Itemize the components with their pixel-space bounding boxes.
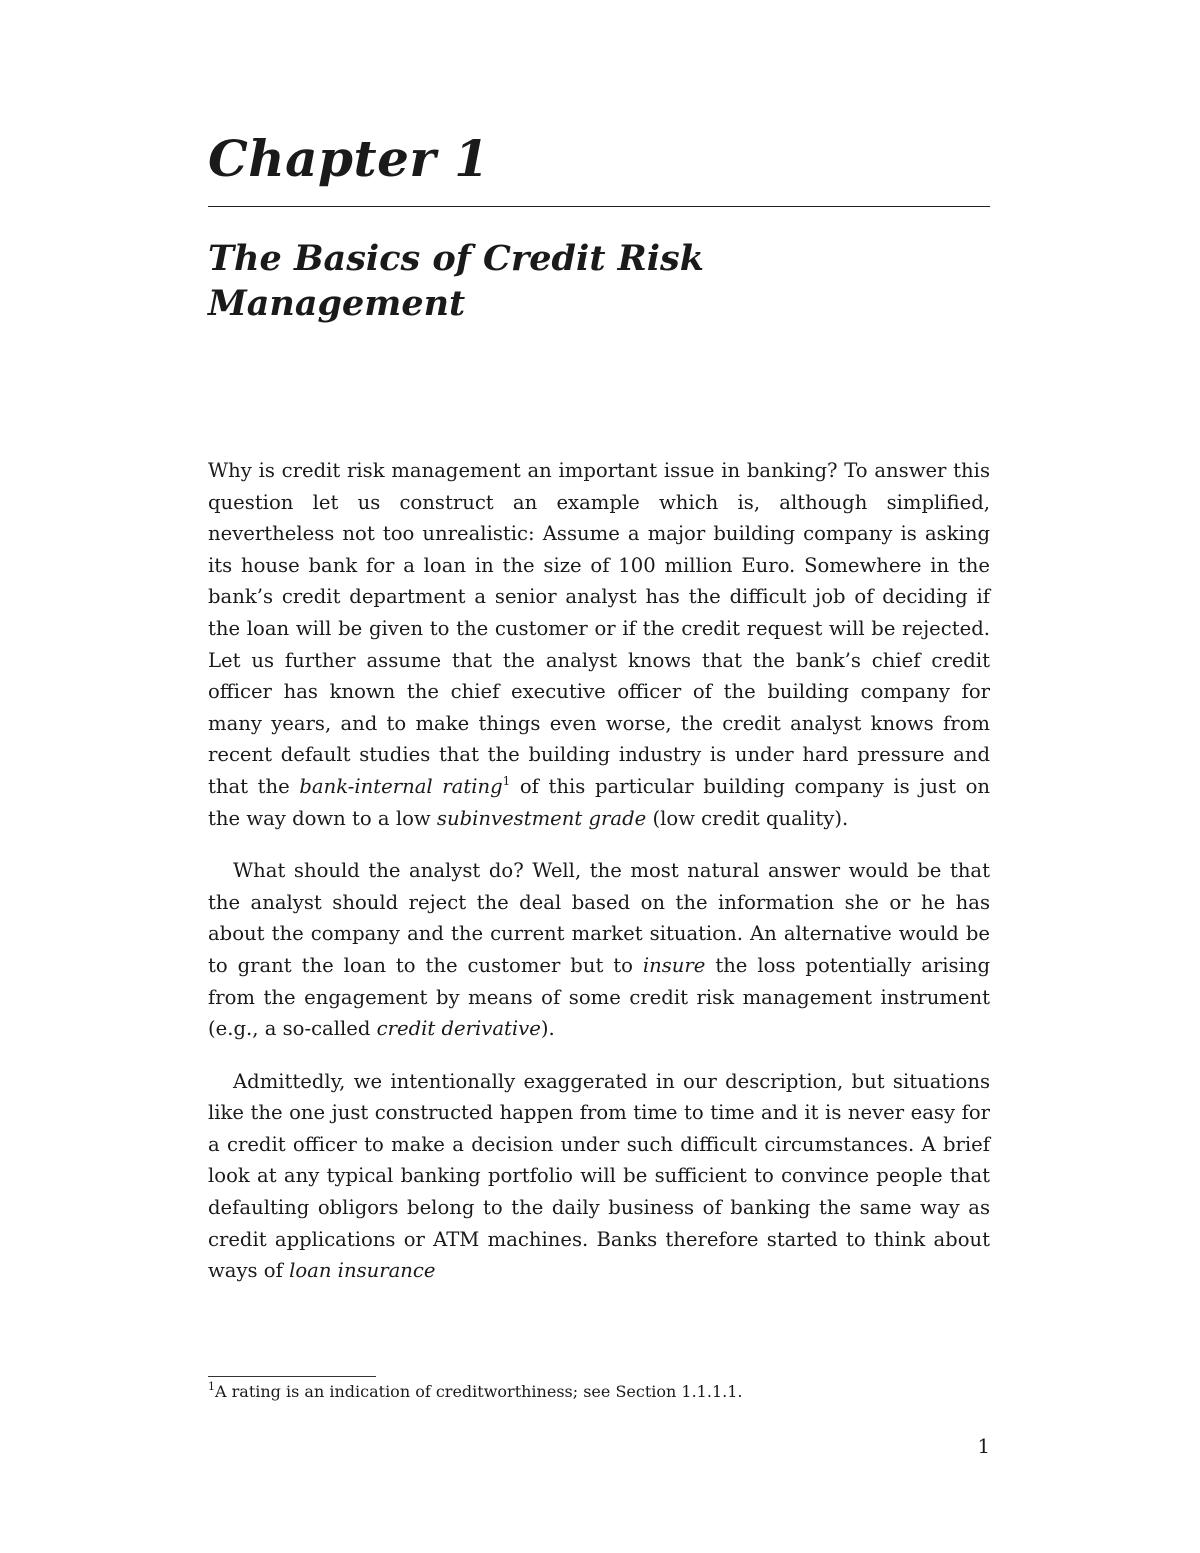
footnote — [208, 1380, 990, 1404]
chapter-label: Chapter 1 — [208, 129, 490, 188]
footnote-rule — [208, 1376, 376, 1377]
term-bank-internal-rating: bank-internal rating — [299, 774, 503, 798]
paragraph-1-text-b: of this particular building company is just on the way down to a low — [208, 774, 990, 830]
paragraph-1-text-c: (low credit quality). — [646, 806, 849, 830]
body-text — [208, 455, 990, 1287]
paragraph-2-text-a: What should the analyst do? Well, the most natural answer would be that the analyst should reject the deal based on the information she or he has about the company and the current market situation. An alternative would be to grant the loan to the customer but to — [208, 859, 990, 977]
paragraph-2-text-c: ). — [540, 1017, 555, 1041]
footnote-text: A rating is an indication of creditworthiness; see Section 1.1.1.1. — [215, 1382, 743, 1401]
footnote-reference: 1 — [502, 773, 511, 788]
term-insure: insure — [642, 953, 706, 977]
chapter-rule — [208, 206, 990, 207]
page-number: 1 — [977, 1435, 990, 1458]
paragraph-1 — [208, 455, 990, 834]
chapter-title: The Basics of Credit Risk Management — [208, 238, 705, 324]
paragraph-2-text-b: the loss potentially arising from the engagement by means of some credit risk management instrument (e.g., a so-called — [208, 953, 990, 1041]
paragraph-2 — [208, 855, 990, 1045]
term-credit-derivative: credit derivative — [376, 1017, 541, 1041]
paragraph-3-text-a: Admittedly, we intentionally exaggerated in our description, but situations like the one just constructed happen from time to time and it is never easy for a credit officer to make a decision under such difficult circumstances. A brief look at any typical banking portfolio will be sufficient to convince people that defaulting obligors belong to the daily business of banking the same way as credit applications or ATM machines. Banks therefore started to think about ways of — [208, 1069, 990, 1283]
term-subinvestment-grade: subinvestment grade — [436, 806, 647, 830]
term-loan-insurance: loan insurance — [289, 1259, 436, 1283]
footnote-mark: 1 — [208, 1380, 215, 1393]
paragraph-3 — [208, 1066, 990, 1287]
paragraph-1-text-a: Why is credit risk management an important issue in banking? To answer this question let us construct an example which is, although simplified, nevertheless not too unrealistic: Assume a major building company is asking its house bank for a loan in the size of 100 million Euro. Somewhere in the bank’s credit department a senior analyst has the difficult job of deciding if the loan will be given to the customer or if the credit request will be rejected. Let us further assume that the analyst knows that the bank’s chief credit officer has known the chief executive officer of the building company for many years, and to make things even worse, the credit analyst knows from recent default studies that the building industry is under hard pressure and that the — [208, 459, 990, 798]
